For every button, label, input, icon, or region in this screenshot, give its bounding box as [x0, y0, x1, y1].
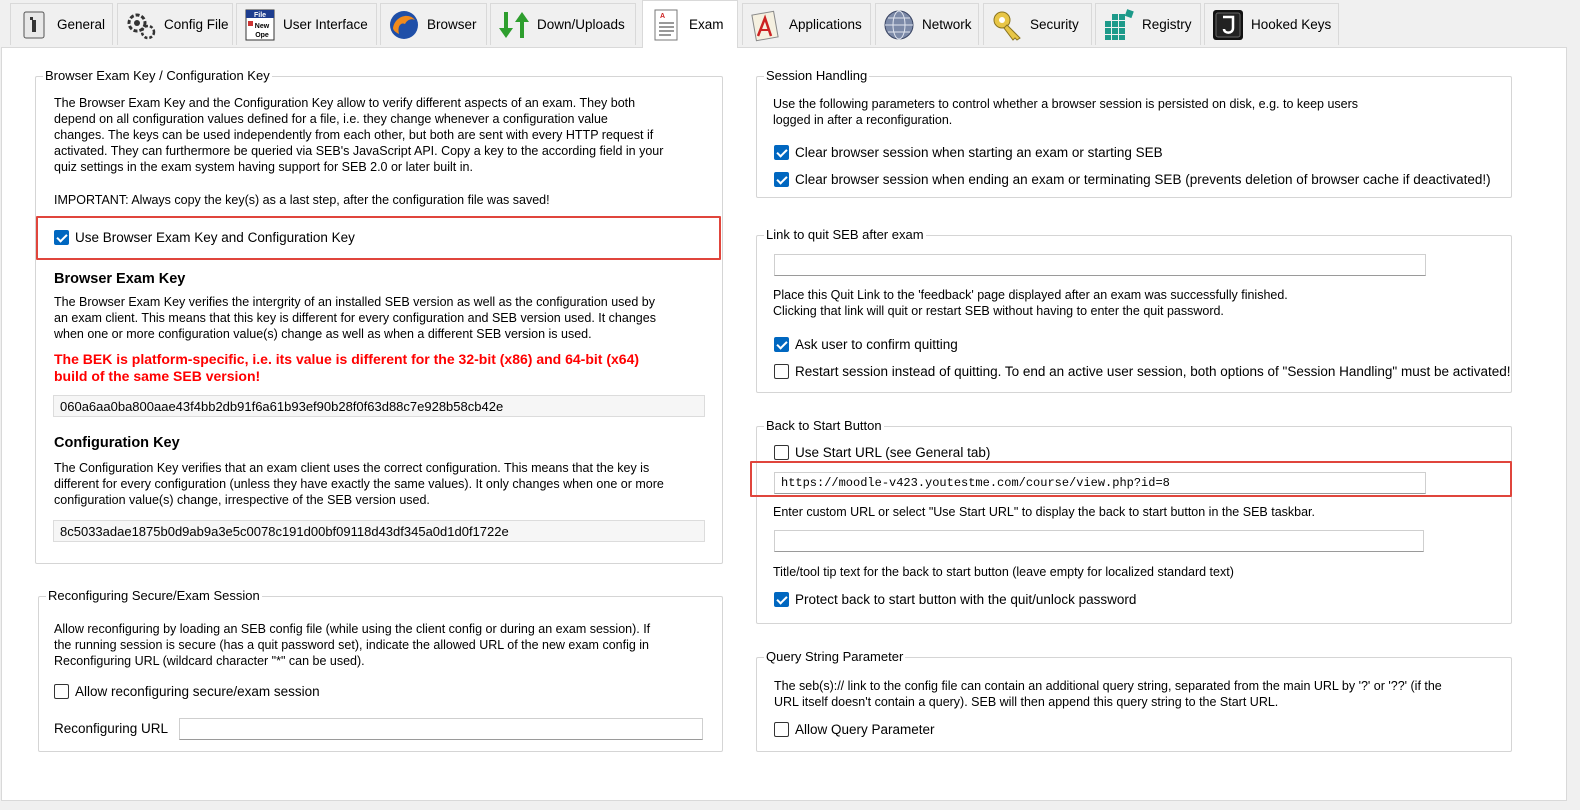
registry-icon	[1102, 8, 1136, 42]
reconfig-url-label: Reconfiguring URL	[54, 721, 169, 736]
bek-platform-warning: The BEK is platform-specific, i.e. its value is different for the 32-bit (x86) and 64-bit (x64) build of the same SEB version!	[54, 351, 640, 384]
protect-back-to-start-checkbox[interactable]	[774, 592, 1136, 607]
ck-value-field[interactable]: 8c5033adae1875b0d9ab9a3e5c0078c191d00bf09118d43df345a0d1d0f1722e	[53, 520, 705, 542]
tab-network[interactable]	[875, 3, 979, 45]
tab-general[interactable]	[10, 3, 113, 45]
group-title: Back to Start Button	[766, 418, 882, 433]
tab-security[interactable]	[983, 3, 1092, 45]
tab-label: Config File	[164, 17, 229, 32]
use-keys-checkbox[interactable]	[54, 230, 355, 245]
tab-hooked-keys[interactable]	[1204, 3, 1339, 45]
tab-browser[interactable]	[380, 3, 487, 45]
tab-label: Applications	[789, 17, 862, 32]
user-interface-icon	[243, 8, 277, 42]
checkbox-label: Allow Query Parameter	[795, 722, 935, 737]
tab-config-file[interactable]	[117, 3, 233, 45]
bek-heading: Browser Exam Key	[54, 271, 186, 287]
tab-exam[interactable]	[642, 0, 738, 48]
ck-heading: Configuration Key	[54, 435, 180, 451]
ck-description: The Configuration Key verifies that an exam client uses the correct configuration. This means that the key is different for every configuration (unless they have exactly the same values). It only changes when one or more configuration value(s) change, irrespective of the SEB version used.	[54, 461, 664, 507]
use-start-url-checkbox[interactable]	[774, 445, 990, 460]
group-title: Session Handling	[766, 68, 868, 83]
back-to-start-url-hint: Enter custom URL or select "Use Start URL" to display the back to start button in the SEB taskbar.	[773, 504, 1321, 524]
network-icon	[882, 8, 916, 42]
checkbox-box[interactable]	[774, 722, 789, 737]
clear-session-end-checkbox[interactable]	[774, 172, 1491, 187]
checkbox-box[interactable]	[54, 230, 69, 245]
tab-label: Network	[922, 17, 972, 32]
svg-text:A: A	[660, 12, 666, 20]
tab-user-interface[interactable]	[236, 3, 377, 45]
bek-intro-text: The Browser Exam Key and the Configuration Key allow to verify different aspects of an exam. They both depend on all configuration values defined for a file, i.e. they change whenever a configuration value changes. The keys can be used independently from each other, but both are sent with every HTTP request if activated. They can furthermore be queried via SEB's JavaScript API. Copy a key to the according field in your quiz settings in the exam system having support for SEB 2.0 or later built in.	[54, 96, 664, 174]
back-to-start-url-input[interactable]: https://moodle-v423.youtestme.com/course/view.php?id=8	[774, 472, 1426, 494]
tab-down-uploads[interactable]	[490, 3, 636, 45]
icon-text-new: New	[254, 22, 270, 30]
icon-text-open: Ope	[255, 31, 269, 39]
quit-link-description: Place this Quit Link to the 'feedback' page displayed after an exam was successfully finished. Clicking that link will quit or restart SEB without having to enter the quit password.	[773, 287, 1339, 323]
checkbox-box[interactable]	[774, 337, 789, 352]
bek-important-text: IMPORTANT: Always copy the key(s) as a last step, after the configuration file was saved!	[54, 193, 550, 207]
quit-link-input[interactable]	[774, 254, 1426, 276]
reconfig-url-input[interactable]	[179, 718, 703, 740]
checkbox-label: Protect back to start button with the quit/unlock password	[795, 592, 1137, 607]
clear-session-start-checkbox[interactable]	[774, 145, 1163, 160]
tab-label: Exam	[689, 17, 724, 32]
session-description: Use the following parameters to control whether a browser session is persisted on disk, e.g. to keep users logged in after a reconfiguration.	[773, 97, 1359, 127]
checkbox-box[interactable]	[774, 592, 789, 607]
checkbox-box[interactable]	[54, 684, 69, 699]
exam-icon	[649, 8, 683, 42]
checkbox-label: Allow reconfiguring secure/exam session	[75, 684, 320, 699]
bek-value-field[interactable]: 060a6aa0ba800aae43f4bb2db91f6a61b93ef90b28f0f63d88c7e928b58cb42e	[53, 395, 705, 417]
reconfig-description: Allow reconfiguring by loading an SEB config file (while using the client config or during an exam session). If the running session is secure (has a quit password set), indicate the allowed URL of the new exam config in Reconfiguring URL (wildcard character "*" can be used).	[54, 622, 651, 668]
tab-registry[interactable]	[1095, 3, 1201, 45]
tab-label: Hooked Keys	[1251, 17, 1332, 32]
config-file-icon	[124, 8, 158, 42]
confirm-quit-checkbox[interactable]	[774, 337, 958, 352]
checkbox-label: Use Start URL (see General tab)	[795, 445, 991, 460]
icon-text-file: File	[253, 11, 267, 19]
group-title: Browser Exam Key / Configuration Key	[45, 68, 270, 83]
checkbox-label: Ask user to confirm quitting	[795, 337, 958, 352]
security-icon	[990, 8, 1024, 42]
browser-icon	[387, 8, 421, 42]
group-title: Reconfiguring Secure/Exam Session	[48, 588, 260, 603]
checkbox-label: Clear browser session when starting an exam or starting SEB	[795, 145, 1163, 160]
tab-label: Down/Uploads	[537, 17, 625, 32]
restart-session-checkbox[interactable]	[774, 364, 1511, 379]
applications-icon	[749, 8, 783, 42]
tab-label: User Interface	[283, 17, 368, 32]
tab-label: General	[57, 17, 106, 32]
back-to-start-title-input[interactable]	[774, 530, 1424, 552]
tab-bar	[0, 0, 1580, 48]
allow-reconfig-checkbox[interactable]	[54, 684, 320, 699]
general-icon	[17, 8, 51, 42]
tab-label: Browser	[427, 17, 477, 32]
group-title: Link to quit SEB after exam	[766, 227, 924, 242]
checkbox-box[interactable]	[774, 172, 789, 187]
tab-label: Security	[1030, 17, 1079, 32]
tab-applications[interactable]	[742, 3, 871, 45]
checkbox-box[interactable]	[774, 364, 789, 379]
back-to-start-title-hint: Title/tool tip text for the back to start button (leave empty for localized standard text)	[773, 564, 1339, 586]
down-uploads-icon	[497, 8, 531, 42]
hooked-keys-icon	[1211, 8, 1245, 42]
checkbox-box[interactable]	[774, 445, 789, 460]
checkbox-box[interactable]	[774, 145, 789, 160]
bek-description: The Browser Exam Key verifies the intergrity of an installed SEB version as well as the configuration used by an exam client. This means that this key is different for every configuration and SEB version used. It changes when one or more configuration value(s) change as well as when a different SEB version is used.	[54, 295, 656, 341]
checkbox-label: Restart session instead of quitting. To end an active user session, both options of "Session Handling" must be activated!	[795, 364, 1511, 379]
allow-query-parameter-checkbox[interactable]	[774, 722, 935, 737]
checkbox-label: Use Browser Exam Key and Configuration Key	[75, 230, 355, 245]
checkbox-label: Clear browser session when ending an exam or terminating SEB (prevents deletion of browser cache if deactivated!)	[795, 172, 1491, 187]
query-description: The seb(s):// link to the config file can contain an additional query string, separated from the main URL by '?' or '??' (if the URL itself doesn't contain a query). SEB will then append this query string to the Start URL.	[774, 679, 1442, 709]
tab-label: Registry	[1142, 17, 1192, 32]
group-title: Query String Parameter	[766, 649, 904, 664]
